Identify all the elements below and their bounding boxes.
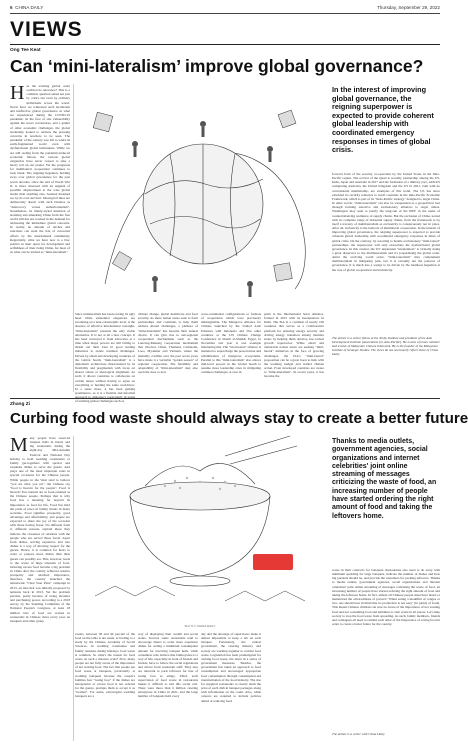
publication-name: CHINA DAILY xyxy=(15,5,44,10)
puzzle-globe-illustration xyxy=(75,84,325,309)
article1-column-4 xyxy=(201,312,261,392)
article2-column-1 xyxy=(10,436,70,741)
article1-illustration xyxy=(75,84,325,309)
rice-bowl-illustration xyxy=(75,436,325,622)
article2-col5-text: waste in their contracts for banquets. Restaurants also need to do away with minimum spending for large banquets, indicate the number of dishes and how big portions should be, and provide the customers for packing leftovers. Thanks to media outlets, government agencies, social organizations and internet celebrities' joint online streaming of messages criticizing the waste of food, an increasing number of people have started ordering the right amount of food and taking the leftovers home. In fact, almost all Chinese people must have heard or memorized the old-traditions of proverb "When eating a mouthful of congee or rice, one should bear in mind that its production is not easy" (in plenty of food). This means Chinese children can now be aware of the importance of not wasting food and not consuming food and ambition to curb waste in all places. Let's help society to stop the food waste from spreading. As such, family members, friends and colleagues all need to remind each other of the importance of saving food in order to create a better future for the country. xyxy=(332,568,440,627)
article2-byline: Zhang Zi xyxy=(10,402,30,407)
article2-pullquote: Thanks to media outlets, government agencies, social organizations and internet celebrities' joint online streaming of messages criticizing the waste of food, an increasing number of people have started ordering the right amount of food and taking the leftovers home. xyxy=(332,438,437,520)
article2-col3-text: way of displaying their wealth and social status. Second, some restaurants tend to encourage diners to order more expensive dishes for setting a minimum consumption amount for reserving banquet halls, while consumers who believe that famboyance is a way of life, especially in front of friends and friends, have to follow the social regulations and advice from restaurant staff. They also are reluctant to pack leftovers for fear of losing face as stingy. Third, such supervision of food waste in restaurants makes it difficult to end this social evil. There were more than 6 million catering enterprises in China in 2021, and the large number of banquets held every xyxy=(138,632,198,699)
article1-pullquote: In the interest of improving global governance, the reigning superpower is expected to provide coherent global leadership with coordinated emergency responses in times of global crisis. xyxy=(332,85,434,155)
article2-column-3 xyxy=(138,632,198,741)
article1-col5-text: point is the International Solar Alliance, formed in 2015 with its headquarters in India. The ISA is a coalition of nearly 100 countries that serves as a collaborative platform for ensuring energy security and driving energy transition among member states by helping them develop low-carbon growth trajectories. While small and vulnerable nation states are seeking "mini-lateral" initiatives in the face of growing challenges, the ISA's "mini-lateral" proposition can be a great boon to help with the looming budget and stalled climate action. Even developed countries are aware to "mini-lateralism". In recent years, it has become the xyxy=(264,312,324,379)
column-divider xyxy=(73,84,74,392)
article1-col6-text: forward form of the security co-operation by the United States in the Indo-Pacific region. The revival of the Quad is recently partnership among the US, India, Japan and Australia in 2017 and the formation of a military pact, AUKUS comprising Australia, the United Kingdom and the US in 2021, both with no conventional membership, are examples of this trend. The US has since extended its security tentacles to reach countries in the Indo-Pacific Economic Framework, which is part of its "Indo-Pacific strategy" designed to target China. In other words, "mini-lateralism" can also be weaponized as a geopolitical tool through forming selective and exclusionary alliances to target others. Washington may seek to justify the long-run of the IPEF in the name of counterbalancing resilience of supply chains. But the exclusion of China, touted with its complete range of industrial supply chains, from the framework is by itself a travesty of multilateralism as exclusivity is conspicuously not in place. After all, inclusivity is the bedrock of multilateral cooperation. In the interest of improving global governance, the reigning superpower is expected to provide coherent global leadership with coordinated emergency responses in times of global crisis. On the contrary, by resorting to hostile exclusionary "mini-lateral" partnerships, the superpower will only exacerbate the dysfunctional global governance. In this context, the US' unpleasant "unrelentless" is virtually doing a great disservice to the multilateralism and it's jeopardizing the global order. Amid the evolving world order, "mini-lateralism" may complement multilateralism in mitigating pain, but it is certainly not the panacea of governance. It is much less a wedge to be driven by the insidious hegemon at the cost of global cooperation and inclusivity. xyxy=(332,172,440,272)
article2-col1-text: any people have reserved banquet halls in hotels and big restaurants during the eight-day Mid-Autumn Festival and National Day holiday to hold wedding ceremonies or family get-togethers with special and exquisite dishes to serve the guests. And plays one of the most important roles in special occasions for the Chinese people. While people in the West tend to believe "you are what you eat", the Chinese say "food is heaven for the people". Food is heaven! Few nations are as food-oriented as the Chinese people. Perhaps that is why food has a meaning far beyond its importance as food for life. Food has held the pride of place in family rituals in many societies. Food signifies prosperity, good advantage and affordability, and people are expected to share the joy of the occasion with those having fewer. No different from it, different reasons, explain those they indicate the closeness of relations with the people who are served those foods. Apart from dishes, serving expensive and rare dishes is a way of showing respect for the guests. Hence, it is common for hosts to order or prepare more dishes than their guests can possibly eat. This, however, leads to the waste of huge amounts of food. Ordering excess food became a big problem in China after the country achieved relative prosperity and attached importance, therefore, the country launched the nationwide "Clear Your Plate" campaign in 2013, an idea that was initially proposed by netizens back in 2013. Yet the problem persists, partly because of rising incomes and purchasing power. According to a 2018 survey by the Standing Committee of the National People's Congress, at least 18 million tons of food are wasted in restaurants in Chinese cities every year. At banquets and other group xyxy=(10,436,70,623)
article2-column-5 xyxy=(332,568,440,730)
article2-column-2 xyxy=(75,632,135,741)
article2-headline: Curbing food waste should always stay to create a better future xyxy=(10,410,468,427)
article1-col1-text: as the existing global order outlived its relevance? This is a common question asked not just by critics but even by ordinary individuals across the world. Never have we witnessed such incoherent and ineffective global governance as what we experienced during the COVID-19 pandemic. In the face of one vulnerability against the novel coronavirus, and a gamut of other economic challenges, the global leadership looked to address the pressing concerns in nowhere to be seen. The pandemic of the century was left to wield its earth-fragmented world even with dysfunctional global institutions. While we are still reeling from the pandemic-induced economic fallout, the various global exigencies have never ceased to take a heavy toll on our planet. Yet the prognosis for multilateral cooperation continues to look bleak. The reigning hegemon, holding sway over global governance for the past seven decades, since the end of World War II, is more obsessed with its anguish of possible displacement at the wise global leader than anything else. Seemed dreamed too by its own survival. Ideological lines are deliberately drawn with such binaries as "democracy versus authoritarianism". Nonetheless, its timely-styled intention of isolating and alienating China from the free world still has not worked in the demand for addressing the immediate global concerns. In reality, no amount of latches and sanctions can stem the tide of concerted efforts by the international community. Regrettably, what we have now is a bloc politics in their quest for development and selfishness of their rising China, for most of us what can be termed as "mini-lateralism". xyxy=(10,84,70,255)
article1-byline: Ong Tee Keat xyxy=(10,48,41,53)
article1-column-3 xyxy=(138,312,198,392)
article2-col2-text: events, between 38 and 40 percent of the food on the table is not eaten, according to a study by the Chinese Academy of Social Sciences. At wedding ceremonies and family reunions during holidays, food waste is common. So what's the reason for food waste on such a massive scale? First, many people are not fully aware of the importance of not wasting food. The fact that people see food waste at banquets, particularly at wedding banquets because the couple's families fear "losing face" if the dishes are inexpensive or excess food is not ordered for the guests, prompts them to accept it as "normal". For some, extravagant wedding banquets are a xyxy=(75,632,135,699)
article1-bio-note: The views do not necessarily reflect those of China Daily. xyxy=(332,348,439,357)
article1-bio-text: The author is a senior fellow at the Tenby Institute and president of the Asia Development Institute (Association for Asia-Pacific). He is also a former minister and trustee of Malaysian Chinese think tank. He is the founder of the Malaysian Institute of Strategic Studies. xyxy=(332,336,440,353)
section-rule xyxy=(10,44,440,45)
article2-image-caption: SHI YU / CHINA DAILY xyxy=(184,624,216,628)
article1-col2-text: Since unilateralism has been rearing its ugly head while existential exigencies are escalating on a near-catastrophic level, is the absence of effective international oversight, "mini-lateralism" presents the only viable alternative. It is not at all a new concept. It has been conveyed it from advocates at a time when major powers are still failing to thrash out their trust in good leading initiatives to tackle common challenges. Driven by small and developing countries of the Global South, "mini-lateralism" is a diplomatic architecture characterized by its flexibility and pragmatism with focus on shared values or ideological alignment. As such, it allows countries to collaborate on certain issues without having to agree on everything or holding the same worldview. In a sense more, it has been gaining prominence, as it is a flexible and informal approach to diplomacy particularly in terms of tackling global challenges such as xyxy=(75,312,135,404)
page-number: 6 xyxy=(10,5,13,10)
article2-dropcap: M xyxy=(10,434,28,456)
article2-column-4 xyxy=(201,632,261,741)
article-divider xyxy=(10,398,440,399)
section-title: VIEWS xyxy=(10,18,83,41)
article1-col3-text: climate change, global healthcare and food security. As more nation states seek to form partnerships and coalitions to help them address shared challenges, a plethora of "mini-lateralism" has become their natural choice. It can give rise to sub-regional cooperation mechanisms such as the Lancang-Mekong cooperation mechanism that involves China, Thailand, Cambodia, Laos, Myanmar and Vietnam, where the mutually credible over the past seven years have made it a veritable "golden season" of regional cooperation. The flexibility and adaptability of "mini-lateralism" may also open the door to new xyxy=(138,312,198,375)
article1-dropcap: H xyxy=(10,82,25,104)
article1-column-2 xyxy=(75,312,135,404)
article1-column-1 xyxy=(10,84,70,392)
article1-col4-text: cross-continental configurations or formats of cooperation which were previously unimaginable. The Mangrove Alliance for Climate launched by the United Arab Emirates with Indonesia and five other countries at the UN Climate Change Conference in Sharm el-Sheikh, Egypt, in November last year is one example illustrating this. The "tried-tested" alliance is intended to supercharge the preservation and rehabilitation of mangrove ecosystems. Parallel to this "mini-lateralism" also allows mid-level powers in the Global South to assume more leadership roles in mitigating common challenges. A case in xyxy=(201,312,261,375)
page-header-left xyxy=(10,5,43,10)
article2-author-bio: The author is a writer with China Daily. xyxy=(332,732,386,736)
article2-illustration xyxy=(75,436,325,622)
column-divider-2 xyxy=(73,436,74,741)
article2-col4-text: day and the shortage of supervisors make it almost impossible to keep a tab on each banquet. Fortunately, the central government, the catering industry and society are working together to combat food waste. Legislation has been promulgated for curbing food waste, the latest in a series of government measures. Besides, the government has taken an approach to food consumption and encouraged appropriate food consumption through consumption-led transformation of the food industry. The rise for suppliers restaurants to clearly mark the price of each dish in banquet packages along with information on the count. Also, while caterers are required to include policies aimed at reducing food xyxy=(201,632,261,703)
article1-author-bio xyxy=(332,336,440,392)
page-header xyxy=(10,3,440,13)
issue-date: Thursday, September 29, 2022 xyxy=(377,5,440,10)
article1-column-5 xyxy=(264,312,324,392)
header-rule xyxy=(10,13,440,14)
article1-column-6 xyxy=(332,172,440,332)
article1-headline: Can ‘mini-lateralism’ improve global governance? xyxy=(10,56,424,76)
